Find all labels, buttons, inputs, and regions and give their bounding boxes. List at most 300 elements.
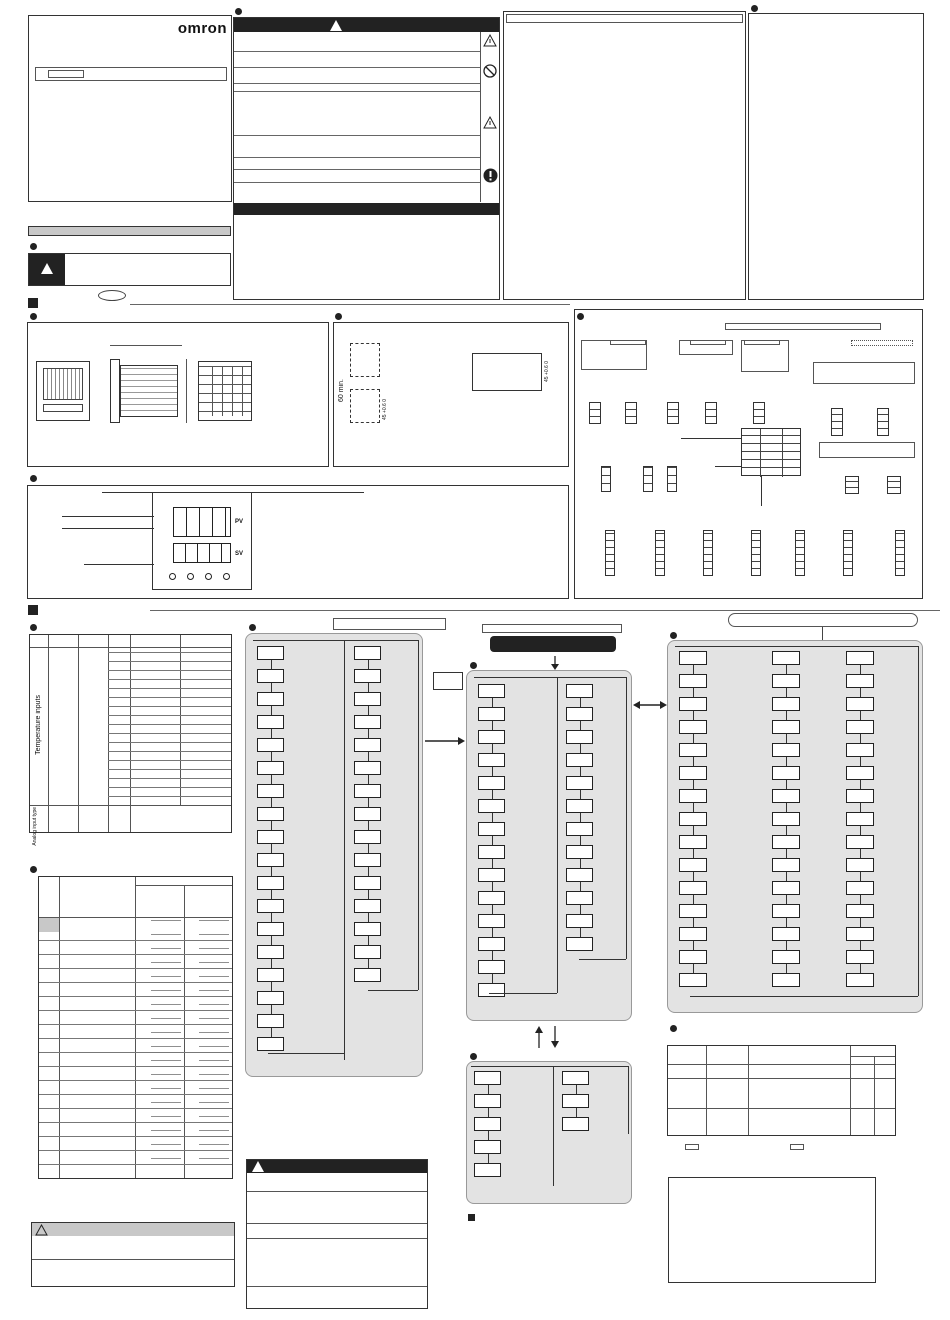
callout-line xyxy=(62,516,154,517)
dim-line xyxy=(110,345,182,346)
option-diagram xyxy=(895,530,905,576)
cutout-width-label: 45 +0.6 0 xyxy=(382,399,388,420)
option-diagram xyxy=(795,530,805,576)
side-body xyxy=(120,365,178,417)
flow-connector xyxy=(580,744,581,753)
flow-connector xyxy=(271,867,272,876)
safety-column xyxy=(233,17,500,300)
bullet xyxy=(249,624,256,631)
caution-box-middle xyxy=(246,1159,428,1309)
flow-connector xyxy=(271,1028,272,1037)
double-arrow xyxy=(633,700,667,710)
analog-input-label: Analog input type xyxy=(32,807,38,846)
parameter-box xyxy=(679,973,707,987)
flow-connector xyxy=(368,752,369,761)
warning-icon xyxy=(330,20,342,31)
option-diagram xyxy=(605,530,615,576)
bullet xyxy=(670,1025,677,1032)
flow-connector xyxy=(860,711,861,720)
parameter-box xyxy=(354,968,381,982)
output-diagram xyxy=(831,408,843,436)
flow-connector xyxy=(860,964,861,973)
parameter-box xyxy=(478,822,505,836)
parameter-box xyxy=(679,835,707,849)
rear-view xyxy=(198,361,252,421)
parameter-box xyxy=(772,904,800,918)
flow-line xyxy=(557,677,558,993)
parameter-box xyxy=(478,868,505,882)
oval-mark xyxy=(98,290,126,301)
input-diagram xyxy=(887,476,901,494)
option-diagrams xyxy=(595,526,915,576)
flow-connector xyxy=(693,780,694,789)
parameter-box xyxy=(772,881,800,895)
terminal-col xyxy=(782,429,783,477)
flow-connector xyxy=(860,665,861,674)
table-rule xyxy=(668,1078,895,1079)
flow-connector xyxy=(271,913,272,922)
model-field xyxy=(48,70,84,78)
flow-connector xyxy=(693,826,694,835)
parameter-box xyxy=(478,937,505,951)
parameter-box xyxy=(846,973,874,987)
parameter-box xyxy=(478,845,505,859)
flow-connector xyxy=(368,683,369,692)
input-diagram xyxy=(643,466,653,492)
flow-connector xyxy=(786,964,787,973)
key-row[interactable] xyxy=(165,571,241,581)
parameter-box xyxy=(566,776,593,790)
parameter-box xyxy=(478,753,505,767)
sv-display xyxy=(173,543,231,563)
input-diagram xyxy=(667,466,677,492)
flow-line xyxy=(489,993,557,994)
parameter-box xyxy=(354,669,381,683)
flow-connector xyxy=(860,872,861,881)
parameter-box xyxy=(566,730,593,744)
parameter-box xyxy=(772,651,800,665)
caution-triangle-icon xyxy=(483,34,497,47)
bullet xyxy=(30,866,37,873)
flow-connector xyxy=(368,844,369,853)
warning-box-left xyxy=(28,253,231,286)
level-banner xyxy=(490,636,616,652)
output-diagram xyxy=(667,402,679,424)
terminal-block xyxy=(741,428,801,476)
parameter-box xyxy=(566,707,593,721)
bullet xyxy=(335,313,342,320)
parameter-box xyxy=(257,1014,284,1028)
flow-connector xyxy=(368,821,369,830)
panel-height-label: 45 +0.6 0 xyxy=(544,361,550,382)
parameter-box xyxy=(354,807,381,821)
table-rule xyxy=(668,1108,895,1109)
level-title xyxy=(482,624,622,633)
flow-connector xyxy=(368,798,369,807)
section-band xyxy=(28,226,231,236)
flow-line xyxy=(675,646,918,647)
pv-label: PV xyxy=(235,519,244,525)
flow-connector xyxy=(786,872,787,881)
parameter-box xyxy=(846,651,874,665)
flow-connector xyxy=(488,1085,489,1094)
waveform-col xyxy=(151,919,181,1169)
bullet xyxy=(235,8,242,15)
divider xyxy=(234,83,480,84)
parameter-box xyxy=(562,1071,589,1085)
section-marker xyxy=(28,298,38,308)
table-rows xyxy=(108,649,231,805)
parameter-box xyxy=(257,853,284,867)
divider xyxy=(234,51,480,52)
callout-line xyxy=(62,528,154,529)
flow-connector xyxy=(492,974,493,983)
flow-connector xyxy=(860,757,861,766)
parameter-box xyxy=(354,738,381,752)
parameter-box xyxy=(478,799,505,813)
omron-logo: omron xyxy=(177,20,227,37)
flow-connector xyxy=(786,918,787,927)
flow-connector xyxy=(786,941,787,950)
flow-connector xyxy=(492,928,493,937)
flow-connector xyxy=(488,1154,489,1163)
flow-connector xyxy=(271,821,272,830)
controller-face xyxy=(152,492,252,590)
parameter-box xyxy=(257,715,284,729)
flow-panel-4 xyxy=(667,640,923,1013)
flow-connector xyxy=(786,665,787,674)
bullet xyxy=(751,5,758,12)
flow-connector xyxy=(693,734,694,743)
key[interactable] xyxy=(223,573,230,580)
flow-line xyxy=(418,640,419,990)
flow-connector xyxy=(271,775,272,784)
bullet xyxy=(30,624,37,631)
parameter-box xyxy=(846,674,874,688)
parameter-box xyxy=(772,720,800,734)
pv-display xyxy=(173,507,231,537)
flow-connector xyxy=(860,734,861,743)
section-marker xyxy=(468,1214,475,1221)
flow-connector xyxy=(580,836,581,845)
parameter-box xyxy=(679,950,707,964)
error-table xyxy=(667,1045,896,1136)
parameter-box xyxy=(772,789,800,803)
notes-box xyxy=(668,1177,876,1283)
input-diagram xyxy=(601,466,611,492)
flow-connector xyxy=(580,813,581,822)
parameter-box xyxy=(257,899,284,913)
parameter-box xyxy=(257,807,284,821)
table-rule xyxy=(247,1286,427,1287)
parameter-box xyxy=(846,950,874,964)
flow-connector xyxy=(368,660,369,669)
output-diagram xyxy=(705,402,717,424)
flow-connector xyxy=(492,767,493,776)
parameter-box xyxy=(846,766,874,780)
flow-connector xyxy=(786,895,787,904)
flow-panel-2 xyxy=(466,670,632,1021)
parameter-box xyxy=(354,692,381,706)
parameter-box xyxy=(354,784,381,798)
flow-connector xyxy=(271,729,272,738)
table-col xyxy=(706,1046,707,1135)
flow-connector xyxy=(492,790,493,799)
table-rule xyxy=(247,1191,427,1192)
flow-connector xyxy=(693,895,694,904)
right-column xyxy=(748,13,924,300)
parameter-box xyxy=(478,914,505,928)
key[interactable] xyxy=(187,573,194,580)
panel-side-rect xyxy=(472,353,542,391)
text-column-header xyxy=(506,14,743,23)
arrow-up xyxy=(534,1026,544,1048)
parameter-box xyxy=(354,876,381,890)
flow-connector xyxy=(271,752,272,761)
flow-connector xyxy=(860,688,861,697)
parameter-box xyxy=(478,684,505,698)
callout-line xyxy=(102,492,156,493)
flow-connector xyxy=(693,665,694,674)
parameter-box xyxy=(772,835,800,849)
flow-connector xyxy=(693,688,694,697)
flow-connector xyxy=(786,826,787,835)
cutout-height-label: 60 min. xyxy=(338,379,345,402)
parameter-box xyxy=(354,853,381,867)
parameter-box xyxy=(846,812,874,826)
parameter-box xyxy=(772,697,800,711)
arrow-down xyxy=(550,656,560,670)
flow-connector xyxy=(860,803,861,812)
output-diagram xyxy=(753,402,765,424)
wiring-legend-3 xyxy=(741,340,789,372)
flow-line xyxy=(918,646,919,996)
flow-line xyxy=(628,1066,629,1134)
flow-line xyxy=(553,1066,554,1186)
parameter-box xyxy=(566,845,593,859)
parameter-box xyxy=(679,674,707,688)
flow-connector xyxy=(786,734,787,743)
bullet xyxy=(470,662,477,669)
flow-connector xyxy=(693,872,694,881)
wire xyxy=(715,466,741,467)
parameter-box xyxy=(257,761,284,775)
warning-icon xyxy=(41,263,53,274)
front-view xyxy=(36,361,90,421)
parameter-box xyxy=(772,743,800,757)
caution-triangle-icon xyxy=(483,116,497,129)
front-panel-box xyxy=(27,485,569,599)
parameter-box xyxy=(566,914,593,928)
flow-connector xyxy=(368,936,369,945)
divider xyxy=(234,135,480,136)
table-col xyxy=(78,635,79,832)
flow-connector xyxy=(580,698,581,707)
flow-line xyxy=(690,996,918,997)
text-column xyxy=(503,11,746,300)
parameter-box xyxy=(478,960,505,974)
option-diagram xyxy=(751,530,761,576)
flow-line xyxy=(253,640,418,641)
bullet xyxy=(670,632,677,639)
bullet xyxy=(470,1053,477,1060)
output-diagram xyxy=(589,402,601,424)
divider xyxy=(130,304,570,305)
front-keys xyxy=(43,404,83,412)
parameter-box xyxy=(257,692,284,706)
flow-line xyxy=(626,677,627,959)
flow-connector xyxy=(576,1085,577,1094)
flow-connector xyxy=(860,780,861,789)
legend-tab xyxy=(690,340,726,345)
parameter-box xyxy=(679,651,707,665)
flow-connector xyxy=(580,721,581,730)
parameter-box xyxy=(679,812,707,826)
parameter-box xyxy=(566,891,593,905)
caution-triangle-icon xyxy=(35,1224,48,1236)
flow-panel-3 xyxy=(466,1061,632,1204)
flow-connector xyxy=(368,775,369,784)
parameter-box xyxy=(679,743,707,757)
flow-connector xyxy=(492,836,493,845)
flow-line xyxy=(344,640,345,1060)
dimensions-box xyxy=(27,322,329,467)
arrow-right xyxy=(425,736,465,746)
flow-connector xyxy=(271,798,272,807)
output-table xyxy=(38,876,233,1179)
parameter-box xyxy=(679,858,707,872)
flow-line xyxy=(268,1053,344,1054)
warning-icon xyxy=(252,1161,264,1172)
dim-line xyxy=(186,359,187,423)
waveform-col xyxy=(199,919,229,1169)
parameter-box xyxy=(846,697,874,711)
flow-connector xyxy=(786,849,787,858)
precautions-header xyxy=(234,203,499,215)
divider xyxy=(234,157,480,158)
parameter-box xyxy=(679,927,707,941)
flow-line xyxy=(368,990,418,991)
parameter-box xyxy=(354,945,381,959)
flow-connector xyxy=(860,826,861,835)
cutout-square-bottom xyxy=(350,389,380,423)
parameter-box xyxy=(354,646,381,660)
parameter-box xyxy=(257,876,284,890)
parameter-box xyxy=(846,720,874,734)
table-rule xyxy=(32,1259,234,1260)
flow-connector xyxy=(492,721,493,730)
sv-label: SV xyxy=(235,551,244,557)
flow-connector xyxy=(492,813,493,822)
wiring-model-code xyxy=(851,340,913,346)
parameter-box xyxy=(772,812,800,826)
flow-connector xyxy=(368,913,369,922)
parameter-box xyxy=(478,776,505,790)
parameter-box xyxy=(257,1037,284,1051)
parameter-box xyxy=(772,973,800,987)
flow-connector xyxy=(368,890,369,899)
wire xyxy=(681,438,741,439)
key[interactable] xyxy=(169,573,176,580)
option-diagram xyxy=(843,530,853,576)
parameter-box xyxy=(772,766,800,780)
prohibited-icon xyxy=(483,64,497,78)
flow-connector xyxy=(271,982,272,991)
divider xyxy=(234,67,480,68)
parameter-box xyxy=(566,937,593,951)
flow-connector xyxy=(492,744,493,753)
flow-connector xyxy=(693,918,694,927)
parameter-box xyxy=(257,646,284,660)
flow-connector xyxy=(786,711,787,720)
flow-connector xyxy=(271,660,272,669)
flow-connector xyxy=(580,882,581,891)
section-marker xyxy=(28,605,38,615)
parameter-box xyxy=(354,899,381,913)
flow-connector xyxy=(693,757,694,766)
parameter-box xyxy=(566,822,593,836)
flow-connector xyxy=(492,859,493,868)
flow-connector xyxy=(492,905,493,914)
option-diagram xyxy=(655,530,665,576)
divider xyxy=(234,169,480,170)
flow-connector xyxy=(488,1131,489,1140)
parameter-box xyxy=(354,830,381,844)
parameter-box xyxy=(478,730,505,744)
key[interactable] xyxy=(205,573,212,580)
parameter-box xyxy=(474,1094,501,1108)
parameter-box xyxy=(354,761,381,775)
parameter-box xyxy=(562,1094,589,1108)
flow-connector xyxy=(860,941,861,950)
flow-connector xyxy=(271,959,272,968)
parameter-box xyxy=(562,1117,589,1131)
parameter-box xyxy=(846,835,874,849)
legend-tab xyxy=(744,340,780,345)
panel-cutout-box xyxy=(333,322,569,467)
flow-connector xyxy=(860,849,861,858)
parameter-box xyxy=(566,753,593,767)
caution-header xyxy=(32,1223,234,1236)
parameter-box xyxy=(679,697,707,711)
flow-connector xyxy=(580,928,581,937)
flow-connector xyxy=(580,767,581,776)
parameter-box xyxy=(257,669,284,683)
legend-tab xyxy=(610,340,646,345)
flow-connector xyxy=(580,790,581,799)
front-display xyxy=(43,368,83,400)
flow-connector xyxy=(693,803,694,812)
parameter-box xyxy=(566,799,593,813)
table-rule xyxy=(247,1238,427,1239)
key-icon xyxy=(433,672,463,690)
legend-key xyxy=(790,1144,804,1150)
flow-connector xyxy=(860,918,861,927)
parameter-box xyxy=(772,950,800,964)
icon-column-divider xyxy=(480,32,481,202)
parameter-box xyxy=(257,968,284,982)
parameter-box xyxy=(679,766,707,780)
parameter-box xyxy=(846,881,874,895)
callout-line xyxy=(84,564,154,565)
terminal-col xyxy=(760,429,761,477)
note-pill xyxy=(728,613,918,627)
parameter-box xyxy=(257,945,284,959)
callout-line xyxy=(178,492,364,493)
table-rule xyxy=(30,805,231,806)
flow-connector xyxy=(492,698,493,707)
input-diagram xyxy=(845,476,859,494)
